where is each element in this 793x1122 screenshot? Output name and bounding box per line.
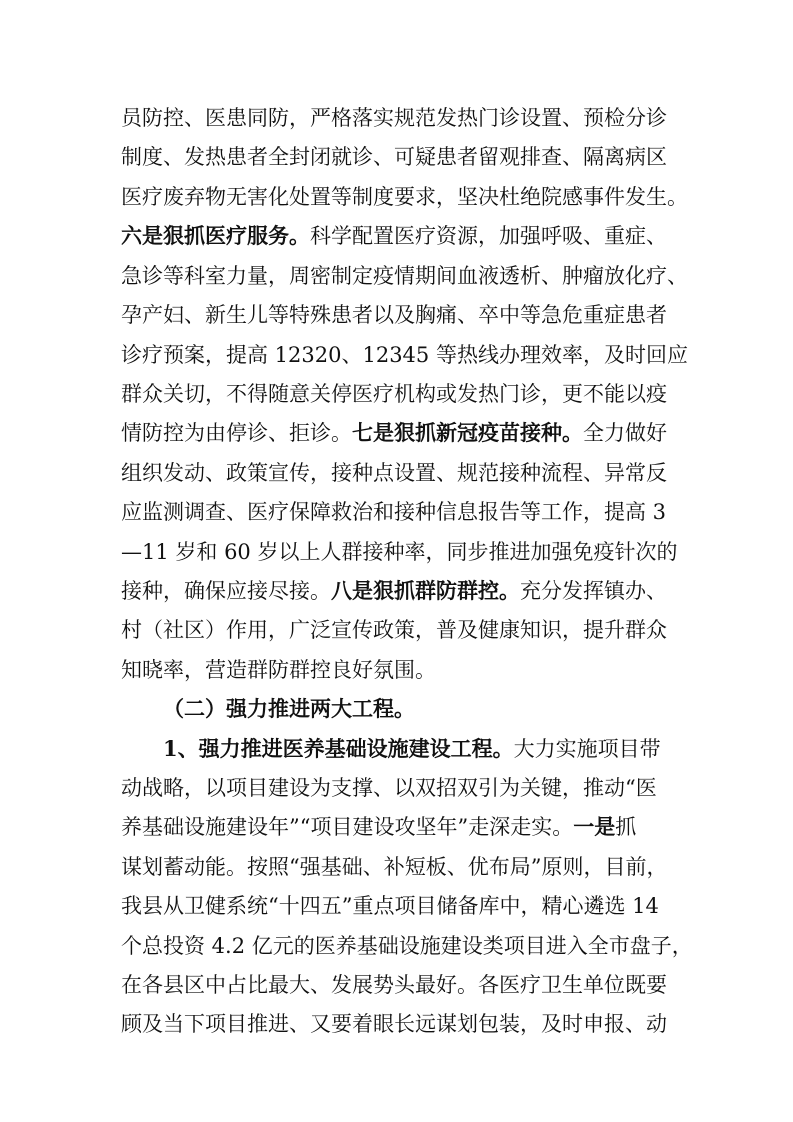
text-line [0,142,793,172]
text-line [0,773,793,803]
text-segment: 员防控、医患同防，严格落实规范发热门诊设置、预检分诊 [121,106,667,130]
text-line [0,379,793,409]
text-segment: 谋划蓄动能。按照“强基础、补短板、优布局”原则，目前， [121,855,668,879]
text-segment-bold: 八是狠抓群防群控。 [331,578,520,603]
text-segment: 科学配置医疗资源，加强呼吸、重症、 [310,224,667,248]
text-segment: 知晓率，营造群防群控良好氛围。 [121,658,436,682]
text-segment: 接种，确保应接尽接。 [121,579,331,603]
text-segment: 急诊等科室力量，周密制定疫情期间血液透析、肿瘤放化疗、 [121,264,688,288]
text-line [0,103,793,133]
text-line [0,497,793,527]
text-segment-bold: 1、强力推进医养基础设施建设工程。 [163,736,514,761]
text-line [0,340,793,370]
text-segment: 诊疗预案，提高 12320、12345 等热线办理效率，及时回应 [121,343,688,367]
text-line [0,615,793,645]
text-segment: 充分发挥镇办、 [520,579,667,603]
text-line [0,1009,793,1039]
text-segment-bold: （二）强力推进两大工程。 [163,696,415,721]
text-line [0,970,793,1000]
text-segment: 群众关切，不得随意关停医疗机构或发热门诊，更不能以疫 [121,382,667,406]
text-line [0,931,793,961]
text-line [0,182,793,212]
text-segment-bold: 七是狠抓新冠疫苗接种。 [352,420,583,445]
text-segment: 我县从卫健系统“十四五”重点项目储备库中，精心遴选 14 [121,894,659,918]
text-segment-bold: 一是 [573,814,616,839]
text-segment: 大力实施项目带 [513,737,661,761]
text-segment: 制度、发热患者全封闭就诊、可疑患者留观排查、隔离病区 [121,145,667,169]
text-segment: 顾及当下项目推进、又要着眼长远谋划包装，及时申报、动 [121,1012,667,1036]
text-segment: 全力做好 [583,421,667,445]
text-segment: 医疗废弃物无害化处置等制度要求，坚决杜绝院感事件发生。 [121,185,688,209]
text-line [0,458,793,488]
text-line [0,734,793,764]
text-line [0,812,793,842]
text-segment: 动战略，以项目建设为支撑、以双招双引为关键，推动“医 [121,776,657,800]
text-line [0,537,793,567]
text-segment: —11 岁和 60 岁以上人群接种率，同步推进加强免疫针次的 [121,540,678,564]
text-line [0,261,793,291]
text-segment: 个总投资 4.2 亿元的医养基础设施建设类项目进入全市盘子， [121,934,693,958]
text-line [0,576,793,606]
text-line [0,852,793,882]
text-segment: 组织发动、政策宣传，接种点设置、规范接种流程、异常反 [121,461,667,485]
text-segment: 村（社区）作用，广泛宣传政策，普及健康知识，提升群众 [121,618,667,642]
section-heading [0,694,793,724]
text-line [0,418,793,448]
text-segment: 抓 [615,815,637,839]
text-segment: 在各县区中占比最大、发展势头最好。各医疗卫生单位既要 [121,973,667,997]
text-line [0,655,793,685]
text-line [0,891,793,921]
text-segment-bold: 六是狠抓医疗服务。 [121,223,310,248]
text-line [0,300,793,330]
text-segment: 孕产妇、新生儿等特殊患者以及胸痛、卒中等急危重症患者 [121,303,667,327]
text-segment: 情防控为由停诊、拒诊。 [121,421,352,445]
text-line [0,221,793,251]
text-segment: 应监测调查、医疗保障救治和接种信息报告等工作，提高 3 [121,500,667,524]
text-segment: 养基础设施建设年”“项目建设攻坚年”走深走实。 [121,815,574,839]
